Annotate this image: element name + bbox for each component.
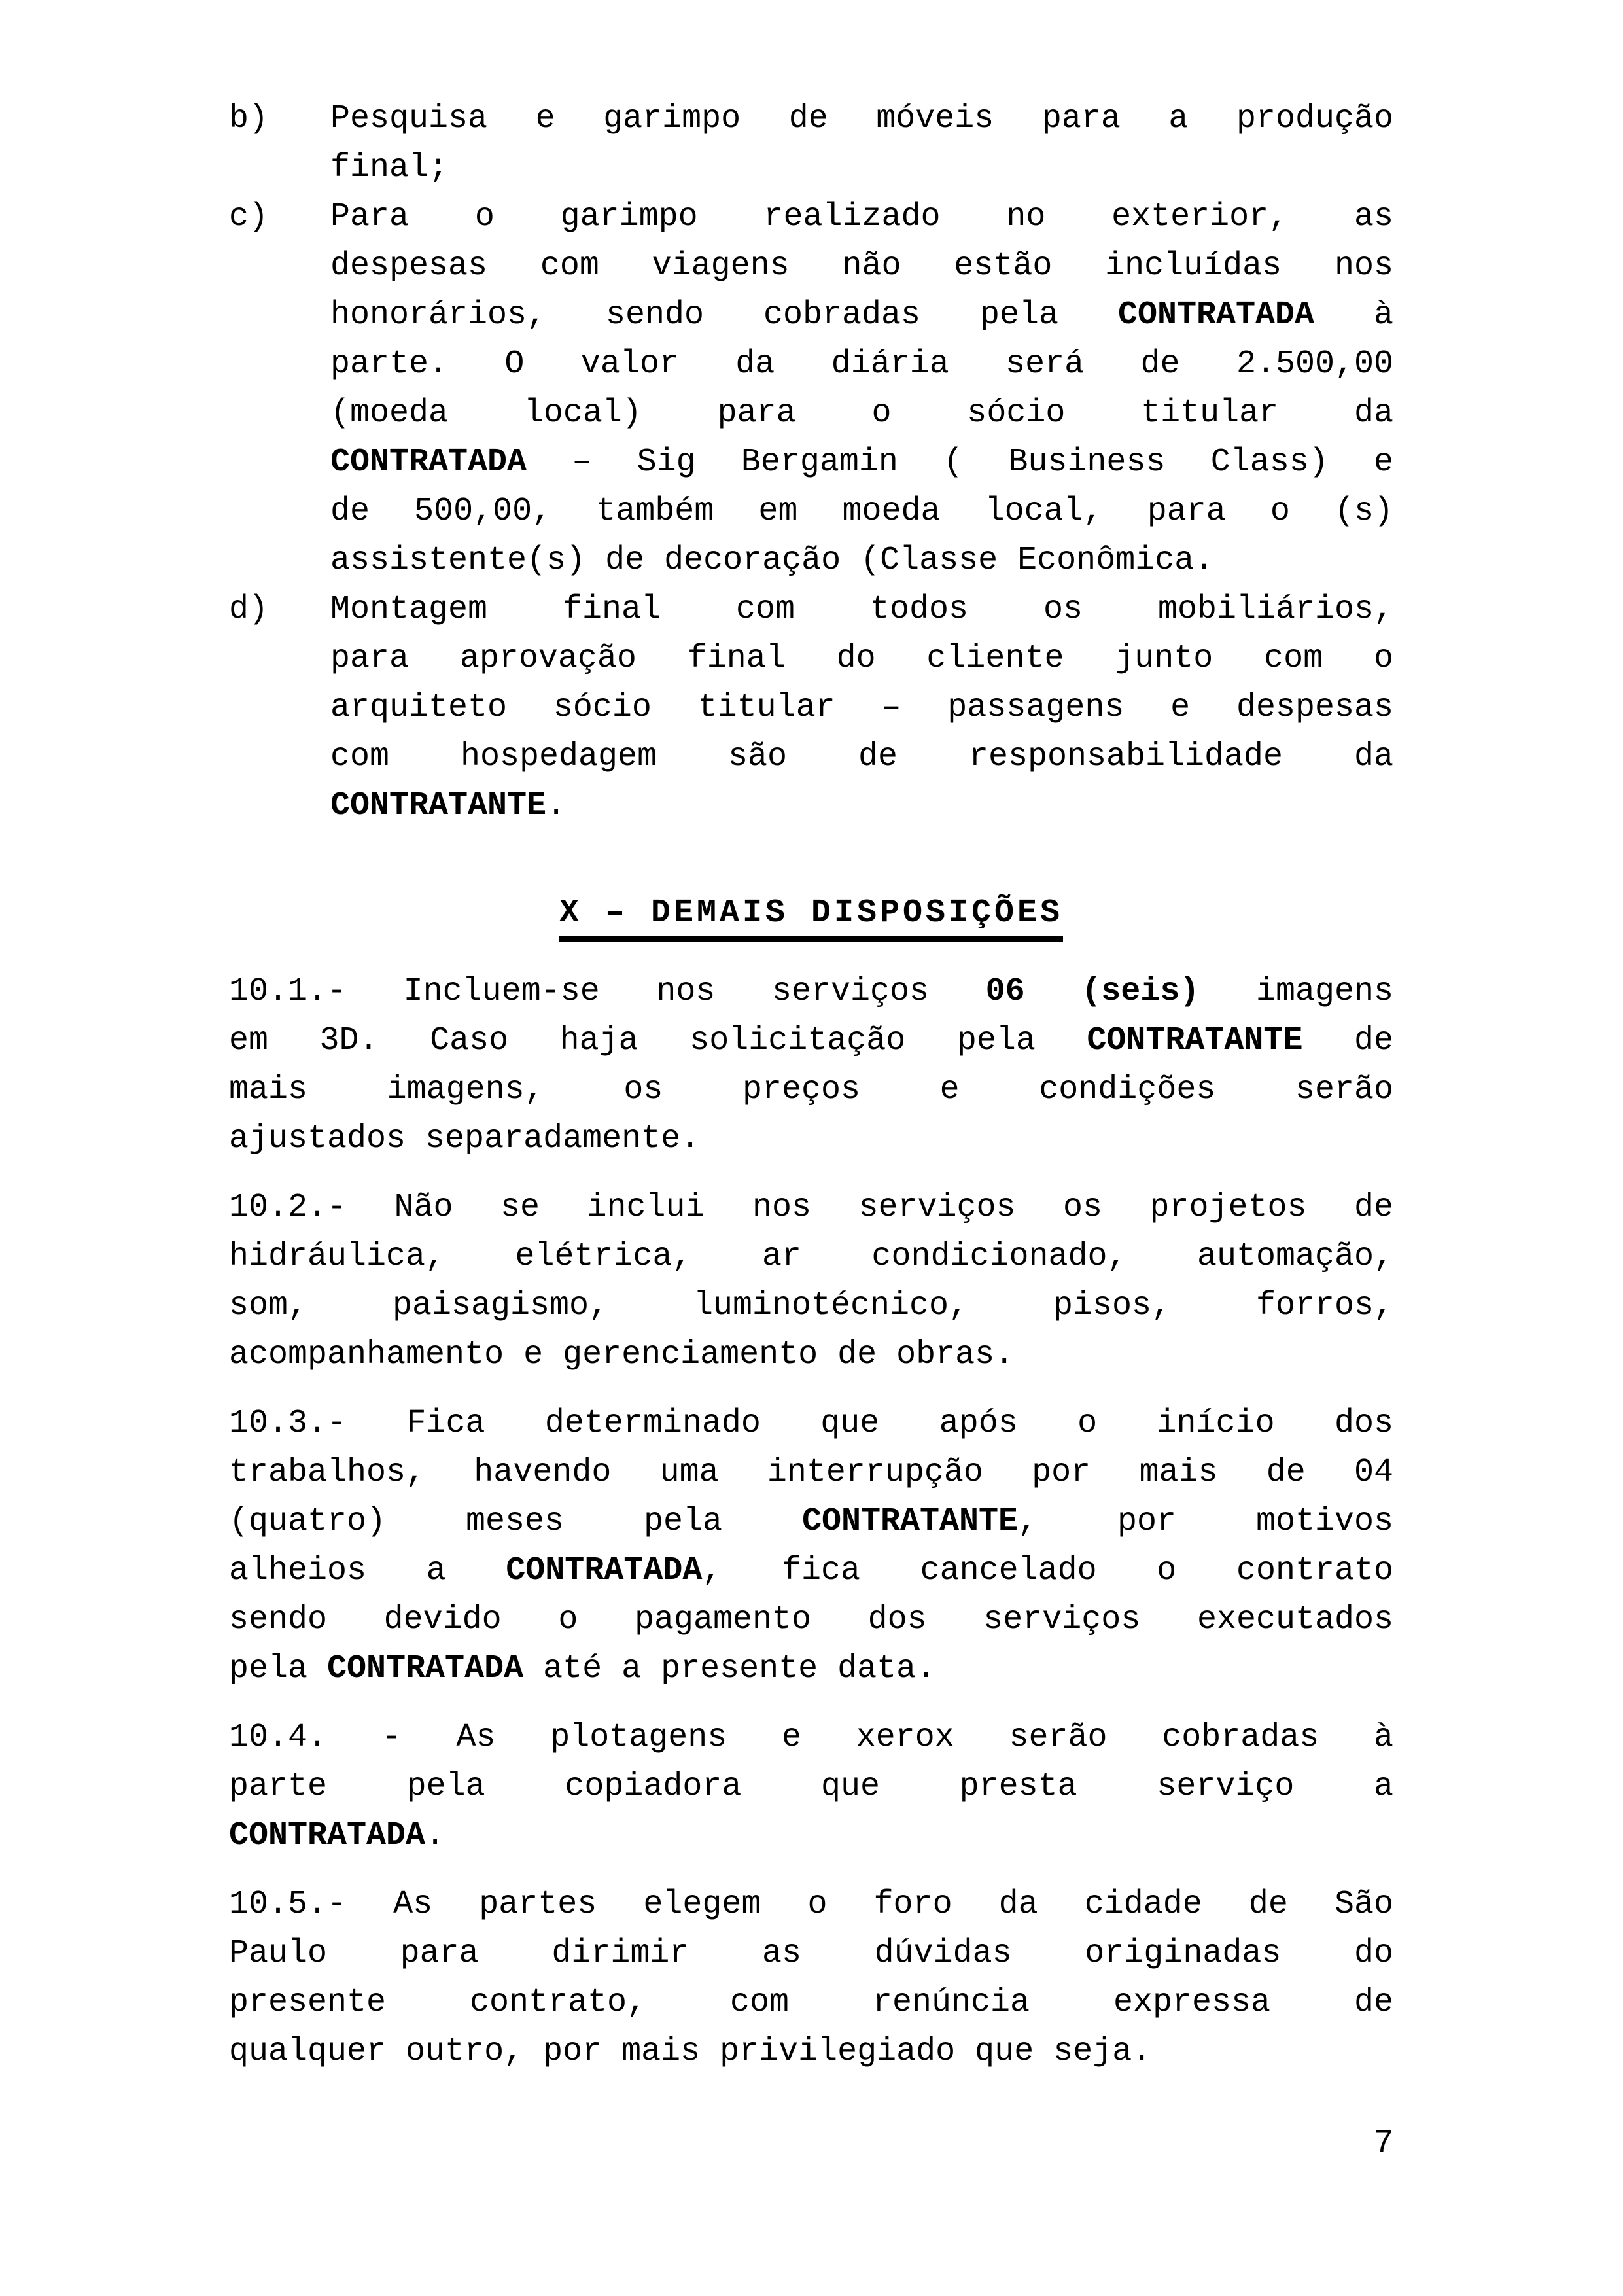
text-line <box>229 2027 1393 2076</box>
text-segment: sendo devido o pagamento dos serviços executados <box>229 1601 1393 1638</box>
text-segment: 10.3.- Fica determinado que após o início dos <box>229 1405 1393 1442</box>
text-line <box>229 1065 1393 1114</box>
text-line <box>229 1330 1393 1379</box>
text-segment: com hospedagem são de responsabilidade da <box>330 738 1393 775</box>
clause-list <box>229 94 1393 830</box>
text-segment: parte pela copiadora que presta serviço a <box>229 1768 1393 1805</box>
text-segment: 10.5.- As partes elegem o foro da cidade de São <box>229 1886 1393 1923</box>
text-segment: presente contrato, com renúncia expressa de <box>229 1984 1393 2021</box>
text-line <box>330 291 1393 340</box>
bold-term: CONTRATADA <box>330 444 527 481</box>
bold-term: CONTRATADA <box>327 1650 524 1687</box>
text-line <box>330 683 1393 732</box>
text-line <box>330 340 1393 389</box>
section-heading <box>229 889 1393 938</box>
text-segment: mais imagens, os preços e condições serão <box>229 1071 1393 1108</box>
text-line <box>330 241 1393 291</box>
text-line <box>229 1713 1393 1762</box>
text-segment: . <box>546 787 567 824</box>
bold-term: CONTRATADA <box>1117 296 1315 334</box>
text-line <box>229 1978 1393 2027</box>
text-line <box>330 94 1393 143</box>
bold-term: CONTRATANTE <box>330 787 547 824</box>
text-segment: para aprovação final do cliente junto com o <box>330 640 1393 677</box>
text-segment: (moeda local) para o sócio titular da <box>330 395 1393 432</box>
text-line <box>229 1811 1393 1860</box>
list-item-body <box>330 192 1393 585</box>
text-segment: Paulo para dirimir as dúvidas originadas do <box>229 1935 1393 1972</box>
text-segment: de 500,00, também em moeda local, para o (s) <box>330 493 1393 530</box>
text-segment: Para o garimpo realizado no exterior, as <box>330 198 1393 236</box>
text-segment: – Sig Bergamin ( Business Class) e <box>527 444 1393 481</box>
text-line <box>330 634 1393 683</box>
text-line <box>229 1448 1393 1497</box>
text-line <box>229 1232 1393 1281</box>
text-segment: hidráulica, elétrica, ar condicionado, automação, <box>229 1238 1393 1275</box>
list-item <box>229 192 1393 585</box>
text-segment: , fica cancelado o contrato <box>702 1552 1393 1589</box>
text-segment: Pesquisa e garimpo de móveis para a produção <box>330 100 1393 137</box>
text-segment: 10.4. - As plotagens e xerox serão cobradas à <box>229 1719 1393 1756</box>
text-segment: qualquer outro, por mais privilegiado que seja. <box>229 2033 1152 2070</box>
text-line <box>330 585 1393 634</box>
text-line <box>229 1183 1393 1232</box>
list-item <box>229 585 1393 830</box>
text-line <box>229 1281 1393 1330</box>
text-line <box>330 536 1393 585</box>
text-segment: à <box>1314 296 1393 334</box>
text-line <box>330 487 1393 536</box>
clause-paragraph <box>229 1713 1393 1860</box>
clause-paragraph <box>229 1399 1393 1693</box>
text-segment: , por motivos <box>1018 1503 1393 1540</box>
bold-term: CONTRATADA <box>229 1817 426 1854</box>
text-line <box>229 967 1393 1016</box>
text-line <box>229 1497 1393 1546</box>
bold-term: CONTRATANTE <box>801 1503 1019 1540</box>
text-line <box>229 1595 1393 1644</box>
text-line <box>330 143 1393 192</box>
text-segment: trabalhos, havendo uma interrupção por mais de 04 <box>229 1454 1393 1491</box>
text-line <box>330 192 1393 241</box>
text-segment: despesas com viagens não estão incluídas nos <box>330 247 1393 285</box>
text-segment: pela <box>229 1650 328 1687</box>
list-item-body <box>330 585 1393 830</box>
text-line <box>229 1880 1393 1929</box>
bold-term: CONTRATADA <box>506 1552 703 1589</box>
text-segment: (quatro) meses pela <box>229 1503 802 1540</box>
text-line <box>229 1762 1393 1811</box>
text-line <box>330 438 1393 487</box>
clause-paragraph <box>229 967 1393 1163</box>
text-line <box>229 1546 1393 1595</box>
contract-text-block <box>229 94 1393 2076</box>
text-segment: som, paisagismo, luminotécnico, pisos, forros, <box>229 1287 1393 1324</box>
clauses <box>229 967 1393 2076</box>
text-segment: ajustados separadamente. <box>229 1120 701 1157</box>
text-segment: . <box>425 1817 445 1854</box>
text-line <box>229 1114 1393 1163</box>
text-line <box>229 1644 1393 1693</box>
text-segment: honorários, sendo cobradas pela <box>330 296 1118 334</box>
text-segment: alheios a <box>229 1552 506 1589</box>
list-item-body <box>330 94 1393 192</box>
list-item <box>229 94 1393 192</box>
text-line <box>229 1399 1393 1448</box>
text-segment: arquiteto sócio titular – passagens e despesas <box>330 689 1393 726</box>
bold-term: 06 (seis) <box>985 973 1200 1010</box>
text-segment: de <box>1302 1022 1394 1059</box>
list-item-marker: d) <box>229 591 269 628</box>
text-line <box>330 389 1393 438</box>
text-segment: 10.2.- Não se inclui nos serviços os projetos de <box>229 1189 1393 1226</box>
text-segment: final; <box>330 149 449 186</box>
text-line <box>330 781 1393 830</box>
clause-paragraph <box>229 1880 1393 2076</box>
text-segment: parte. O valor da diária será de 2.500,00 <box>330 345 1393 383</box>
clause-paragraph <box>229 1183 1393 1379</box>
text-line <box>330 732 1393 781</box>
text-segment: 10.1.- Incluem-se nos serviços <box>229 973 986 1010</box>
text-segment: imagens <box>1199 973 1393 1010</box>
text-segment: Montagem final com todos os mobiliários, <box>330 591 1393 628</box>
text-segment: até a presente data. <box>523 1650 936 1687</box>
bold-term: CONTRATANTE <box>1087 1022 1303 1059</box>
list-item-marker: b) <box>229 100 269 137</box>
page-number: 7 <box>1373 2125 1393 2163</box>
text-segment: assistente(s) de decoração (Classe Econômica. <box>330 542 1214 579</box>
list-item-marker: c) <box>229 198 269 236</box>
section-heading-text: X – DEMAIS DISPOSIÇÕES <box>559 892 1063 942</box>
text-segment: acompanhamento e gerenciamento de obras. <box>229 1336 1015 1373</box>
text-line <box>229 1929 1393 1978</box>
text-segment: em 3D. Caso haja solicitação pela <box>229 1022 1087 1059</box>
text-line <box>229 1016 1393 1065</box>
